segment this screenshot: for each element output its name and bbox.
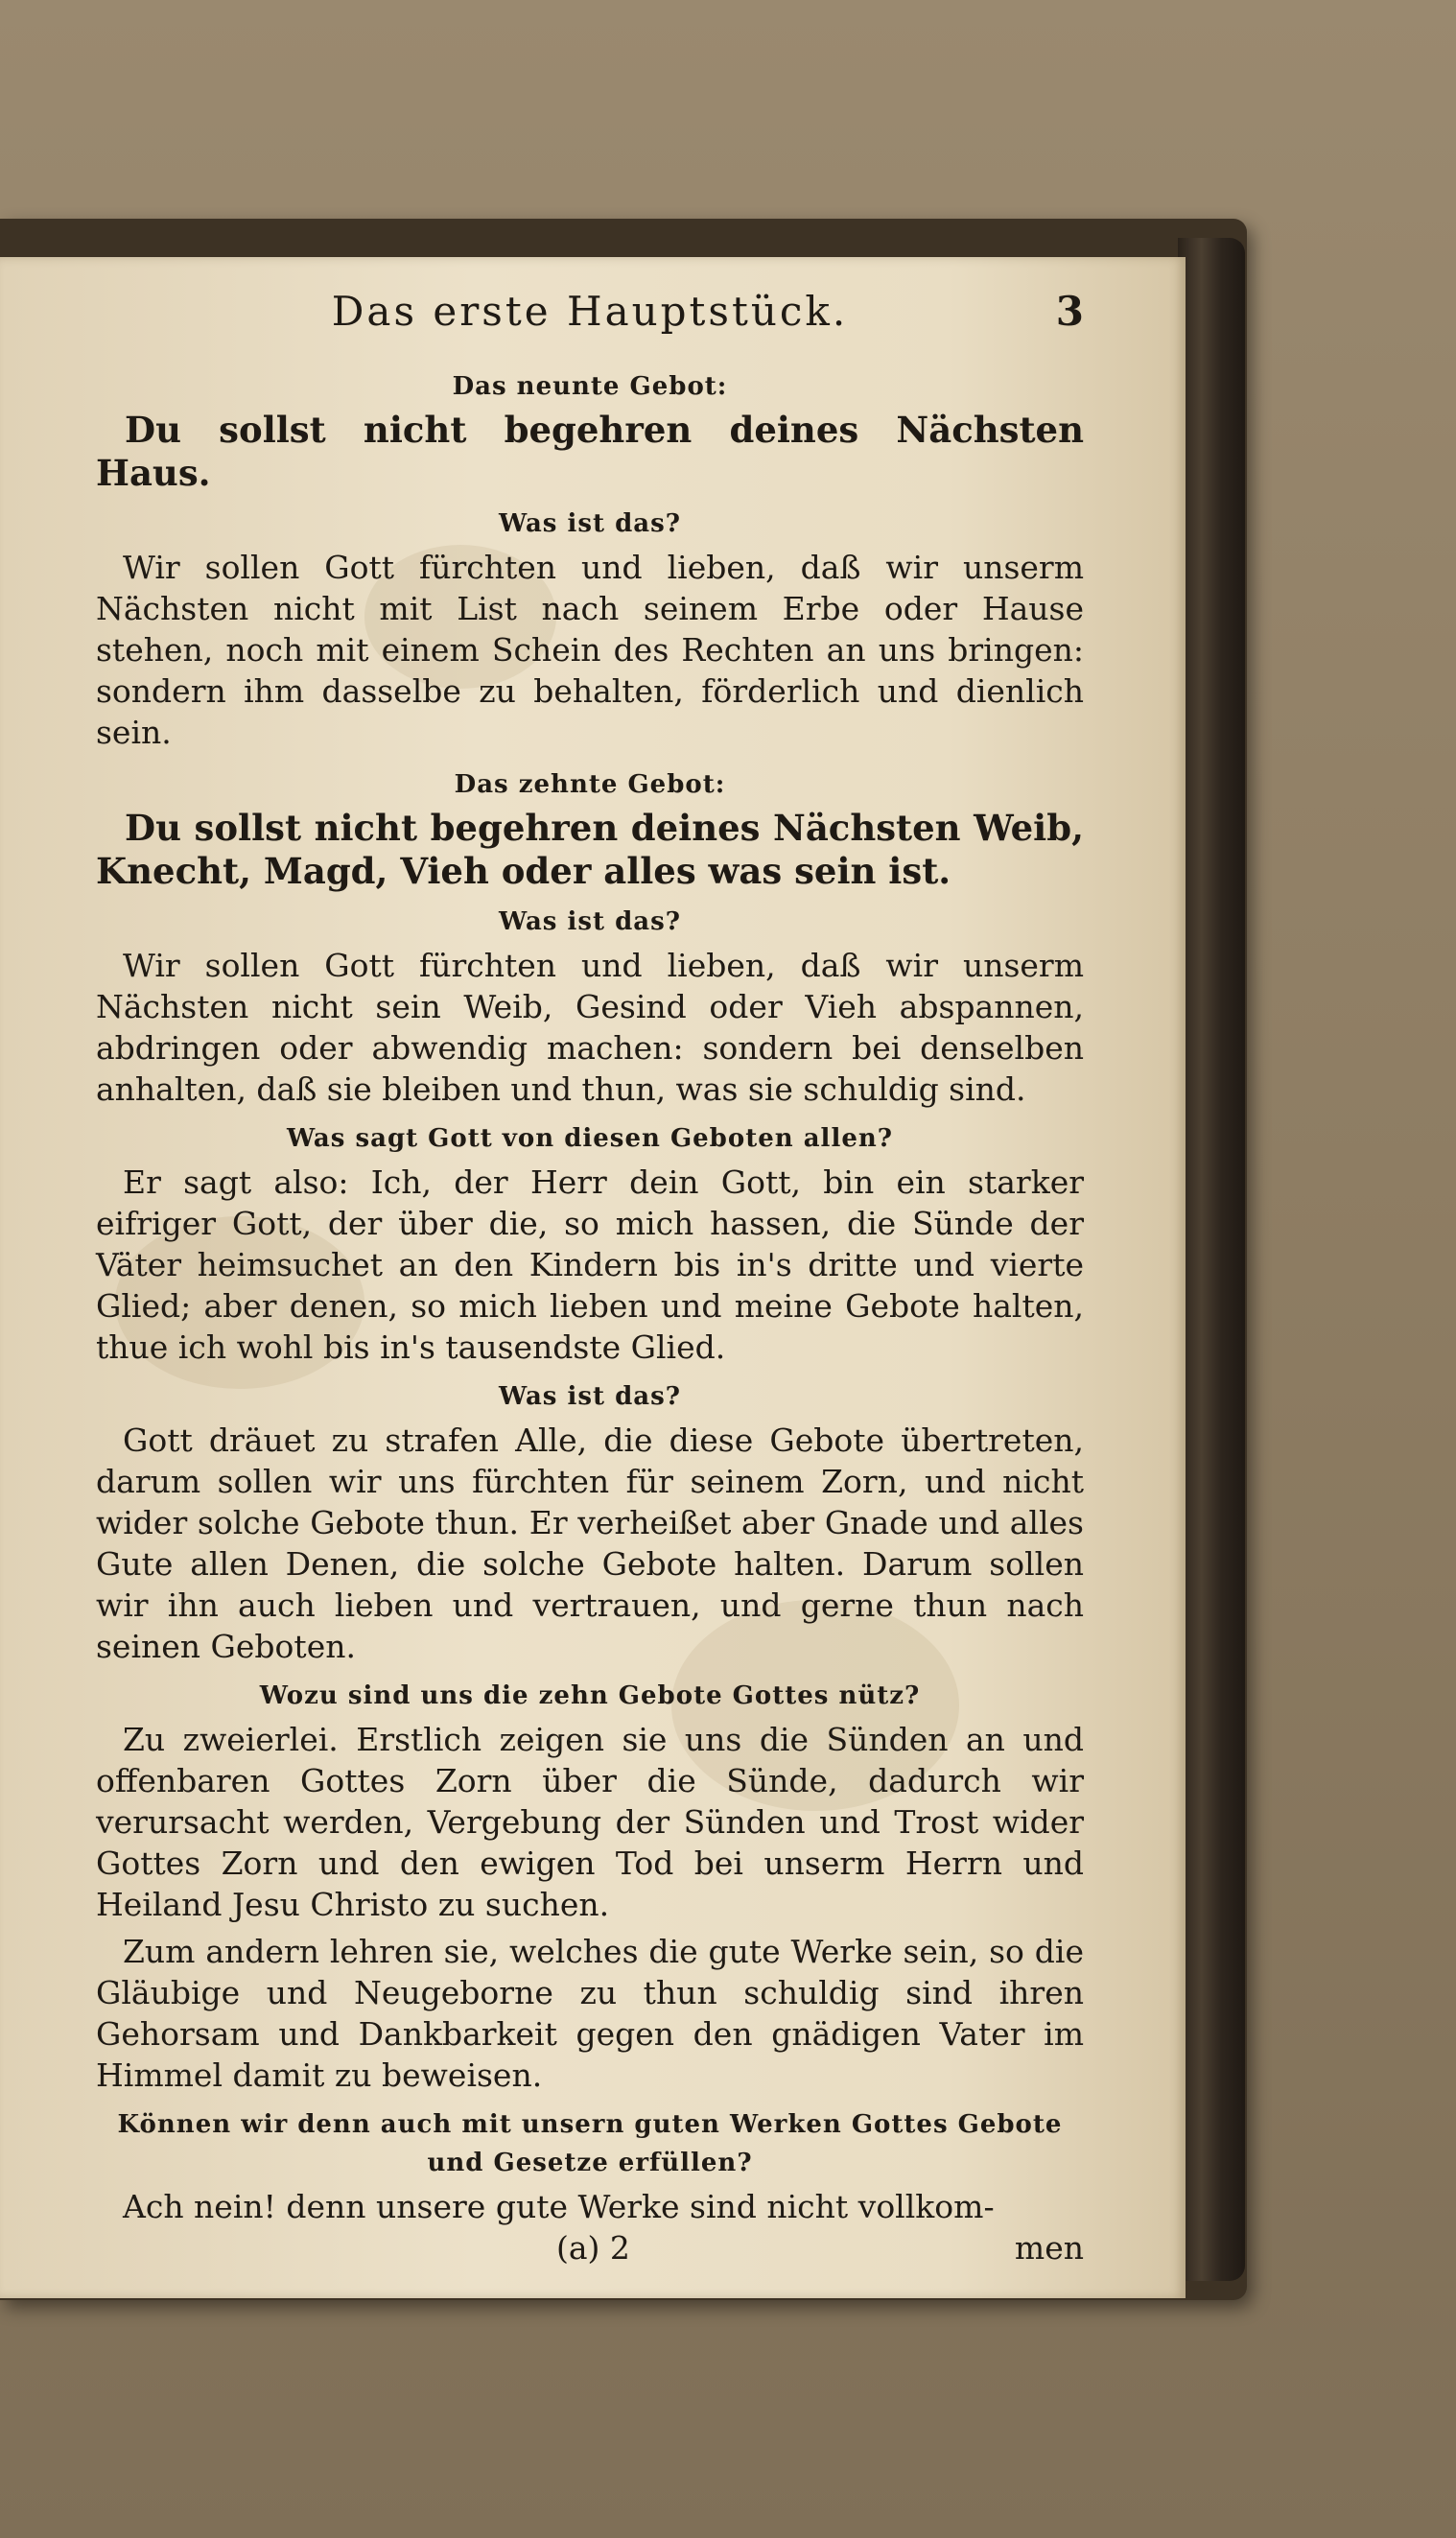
- running-head: [96, 288, 1084, 355]
- question: Was sagt Gott von diesen Geboten allen?: [286, 1124, 893, 1153]
- answer-paragraph: Ach nein! denn unsere gute Werke sind nicht vollkom-: [123, 2188, 995, 2225]
- question: Was ist das?: [499, 509, 681, 538]
- catchword: men: [1014, 2229, 1084, 2267]
- answer-paragraph: Wir sollen Gott fürchten und lieben, daß wir unserm Nächsten nicht sein Weib, Gesind oder Vieh abspannen, abdringen oder abwendig machen: sondern bei denselben anhalten, daß sie bleiben und thun, was sie schuldig sind.: [96, 947, 1084, 1108]
- commandment-text: Du sollst nicht begehren deines Nächsten Weib, Knecht, Magd, Vieh oder alles was sein ist.: [96, 807, 1084, 892]
- conclusion-section: [96, 1119, 1084, 2227]
- answer-paragraph: Gott dräuet zu strafen Alle, die diese Gebote übertreten, darum sollen wir uns fürchten für seinem Zorn, und nicht wider solche Gebote thun. Er verheißet aber Gnade und alles Gute allen Denen, die solche Gebote halten. Darum sollen wir ihn auch lieben und vertrauen, und gerne thun nach seinen Geboten.: [96, 1422, 1084, 1665]
- question: Was ist das?: [499, 1382, 681, 1411]
- question: Wozu sind uns die zehn Gebote Gottes nütz?: [259, 1681, 921, 1710]
- section-heading: Das neunte Gebot:: [452, 372, 728, 401]
- ninth-commandment-section: [96, 366, 1084, 753]
- page-number: 3: [1055, 288, 1084, 335]
- page-text: [96, 288, 1084, 2272]
- question: Können wir denn auch mit unsern guten Werken Gottes Gebote und Gesetze erfüllen?: [117, 2110, 1063, 2177]
- section-heading: Das zehnte Gebot:: [454, 770, 726, 799]
- commandment-text: Du sollst nicht begehren deines Nächsten Haus.: [96, 409, 1084, 494]
- page-footer: [96, 2229, 1084, 2272]
- answer-paragraph: Er sagt also: Ich, der Herr dein Gott, bin ein starker eifriger Gott, der über die, so mich hassen, die Sünde der Väter heimsuchet an den Kindern bis in's dritte und vierte Glied; aber denen, so mich lieben und meine Gebote halten, thue ich wohl bis in's tausendste Glied.: [96, 1163, 1084, 1366]
- signature-mark: (a) 2: [556, 2229, 630, 2267]
- answer-paragraph: Zu zweierlei. Erstlich zeigen sie uns die Sünden an und offenbaren Gottes Zorn über die Sünde, dadurch wir verursacht werden, Vergebung der Sünden und Trost wider Gottes Zorn und den ewigen Tod bei unserm Herrn und Heiland Jesu Christo zu suchen.: [96, 1721, 1084, 1923]
- tenth-commandment-section: [96, 764, 1084, 1110]
- book-spine: [1178, 238, 1245, 2281]
- answer-paragraph: Wir sollen Gott fürchten und lieben, daß wir unserm Nächsten nicht mit List nach seinem Erbe oder Hause stehen, noch mit einem Schein des Rechten an uns bringen: sondern ihm dasselbe zu behalten, förderlich und dienlich sein.: [96, 549, 1084, 751]
- running-head-title: Das erste Hauptstück.: [331, 288, 849, 335]
- question: Was ist das?: [499, 907, 681, 936]
- answer-paragraph: Zum andern lehren sie, welches die gute Werke sein, so die Gläubige und Neugeborne zu thun schuldig sind ihren Gehorsam und Dankbarkeit gegen den gnädigen Vater im Himmel damit zu beweisen.: [96, 1933, 1084, 2094]
